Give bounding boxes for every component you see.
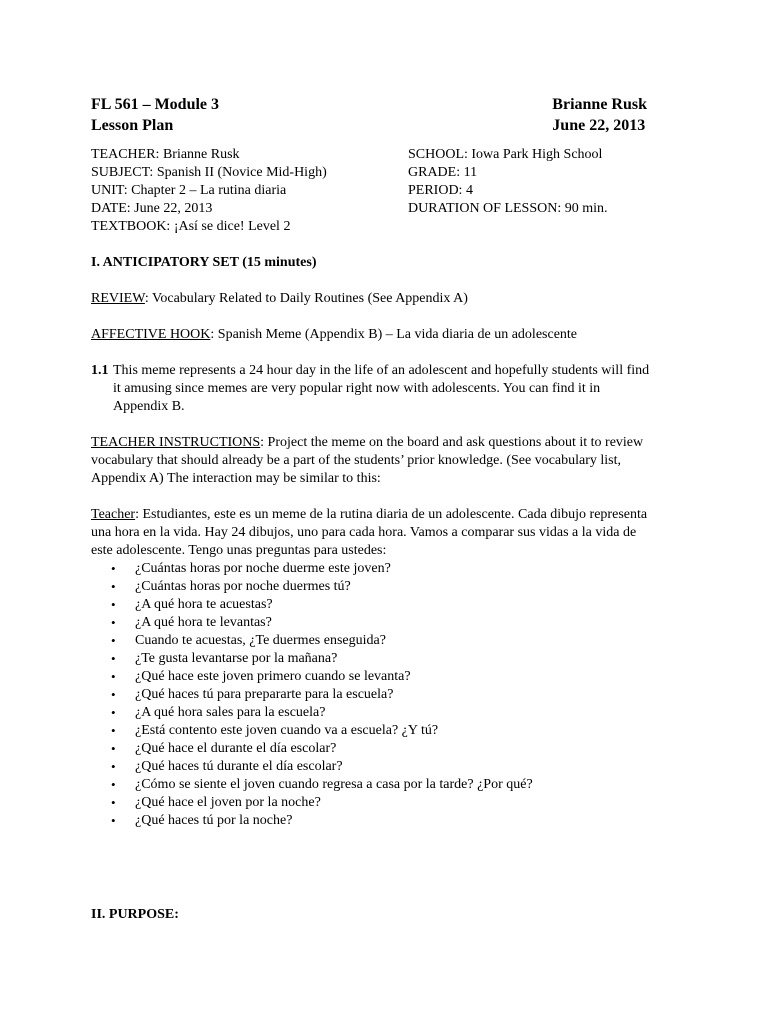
question-text: ¿Qué hace el joven por la noche?	[135, 795, 321, 810]
lesson-info	[91, 146, 651, 236]
list-item	[91, 758, 651, 776]
doc-type: Lesson Plan	[91, 117, 174, 134]
bullet-icon: •	[111, 705, 116, 720]
info-right	[408, 146, 651, 236]
item-number: 1.1	[91, 363, 109, 378]
bullet-icon: •	[111, 615, 116, 630]
bullet-icon: •	[111, 777, 116, 792]
question-text: ¿Te gusta levantarse por la mañana?	[135, 651, 338, 666]
bullet-icon: •	[111, 687, 116, 702]
list-item	[91, 614, 651, 632]
header-left	[91, 94, 219, 136]
question-text: ¿Cuántas horas por noche duermes tú?	[135, 579, 351, 594]
question-text: ¿A qué hora te levantas?	[135, 615, 272, 630]
author-name: Brianne Rusk	[552, 96, 647, 113]
bullet-icon: •	[111, 579, 116, 594]
list-item	[91, 812, 651, 830]
review-paragraph	[91, 290, 651, 308]
info-grade: GRADE: 11	[408, 165, 478, 180]
list-item	[91, 650, 651, 668]
question-text: ¿Qué haces tú para prepararte para la escuela?	[135, 687, 394, 702]
bullet-icon: •	[111, 597, 116, 612]
info-school: SCHOOL: Iowa Park High School	[408, 147, 603, 162]
question-list	[91, 560, 651, 830]
info-duration: DURATION OF LESSON: 90 min.	[408, 201, 608, 216]
info-unit: UNIT: Chapter 2 – La rutina diaria	[91, 183, 287, 198]
bullet-icon: •	[111, 795, 116, 810]
question-text: ¿Qué hace el durante el día escolar?	[135, 741, 337, 756]
document-header	[91, 94, 651, 136]
section-anticipatory-set-title: I. ANTICIPATORY SET (15 minutes)	[91, 255, 317, 270]
list-item	[91, 704, 651, 722]
instructions-label: TEACHER INSTRUCTIONS	[91, 435, 261, 450]
course-title: FL 561 – Module 3	[91, 96, 220, 113]
question-text: ¿Qué haces tú durante el día escolar?	[135, 759, 343, 774]
teacher-label: Teacher	[91, 507, 136, 522]
question-text: ¿Cómo se siente el joven cuando regresa a casa por la tarde? ¿Por qué?	[135, 777, 533, 792]
bullet-icon: •	[111, 759, 116, 774]
review-label: REVIEW	[91, 291, 145, 306]
list-item	[91, 722, 651, 740]
numbered-item	[91, 362, 651, 416]
question-text: ¿A qué hora te acuestas?	[135, 597, 273, 612]
review-text: : Vocabulary Related to Daily Routines (See Appendix A)	[144, 291, 468, 306]
list-item	[91, 794, 651, 812]
question-text: ¿Qué hace este joven primero cuando se levanta?	[135, 669, 411, 684]
header-date: June 22, 2013	[552, 117, 646, 134]
document-page	[91, 94, 651, 924]
list-item	[91, 632, 651, 650]
list-item	[91, 560, 651, 578]
bullet-icon: •	[111, 723, 116, 738]
hook-label: AFFECTIVE HOOK	[91, 327, 211, 342]
instructions-text: : Project the meme on the board and ask questions about it to review vocabulary that should already be a part of the students’ prior knowledge. (See vocabulary list, Appendix A) The interaction may be similar to this:	[91, 435, 644, 486]
bullet-icon: •	[111, 651, 116, 666]
question-text: ¿Cuántas horas por noche duerme este joven?	[135, 561, 391, 576]
info-left	[91, 146, 408, 236]
bullet-icon: •	[111, 633, 116, 648]
bullet-icon: •	[111, 561, 116, 576]
list-item	[91, 776, 651, 794]
hook-text: : Spanish Meme (Appendix B) – La vida diaria de un adolescente	[210, 327, 578, 342]
info-date: DATE: June 22, 2013	[91, 201, 213, 216]
section-purpose-title: II. PURPOSE:	[91, 907, 179, 922]
question-text: Cuando te acuestas, ¿Te duermes enseguida?	[135, 633, 386, 648]
bullet-icon: •	[111, 669, 116, 684]
list-item	[91, 578, 651, 596]
info-subject: SUBJECT: Spanish II (Novice Mid-High)	[91, 165, 327, 180]
teacher-paragraph	[91, 506, 651, 560]
teacher-text: : Estudiantes, este es un meme de la rutina diaria de un adolescente. Cada dibujo representa una hora en la vida. Hay 24 dibujos, uno para cada hora. Vamos a comparar sus vidas a la vida de este adolescente. Tengo unas preguntas para ustedes:	[91, 507, 648, 558]
list-item	[91, 740, 651, 758]
question-text: ¿A qué hora sales para la escuela?	[135, 705, 326, 720]
hook-paragraph	[91, 326, 651, 344]
item-text: This meme represents a 24 hour day in the life of an adolescent and hopefully students will find it amusing since memes are very popular right now with adolescents. You can find it in Appendix B.	[113, 363, 650, 414]
header-right	[552, 94, 647, 136]
list-item	[91, 668, 651, 686]
question-text: ¿Qué haces tú por la noche?	[135, 813, 293, 828]
instructions-paragraph	[91, 434, 651, 488]
info-period: PERIOD: 4	[408, 183, 473, 198]
bullet-icon: •	[111, 741, 116, 756]
question-text: ¿Está contento este joven cuando va a escuela? ¿Y tú?	[135, 723, 439, 738]
list-item	[91, 686, 651, 704]
info-teacher: TEACHER: Brianne Rusk	[91, 147, 240, 162]
info-textbook: TEXTBOOK: ¡Así se dice! Level 2	[91, 219, 291, 234]
list-item	[91, 596, 651, 614]
bullet-icon: •	[111, 813, 116, 828]
